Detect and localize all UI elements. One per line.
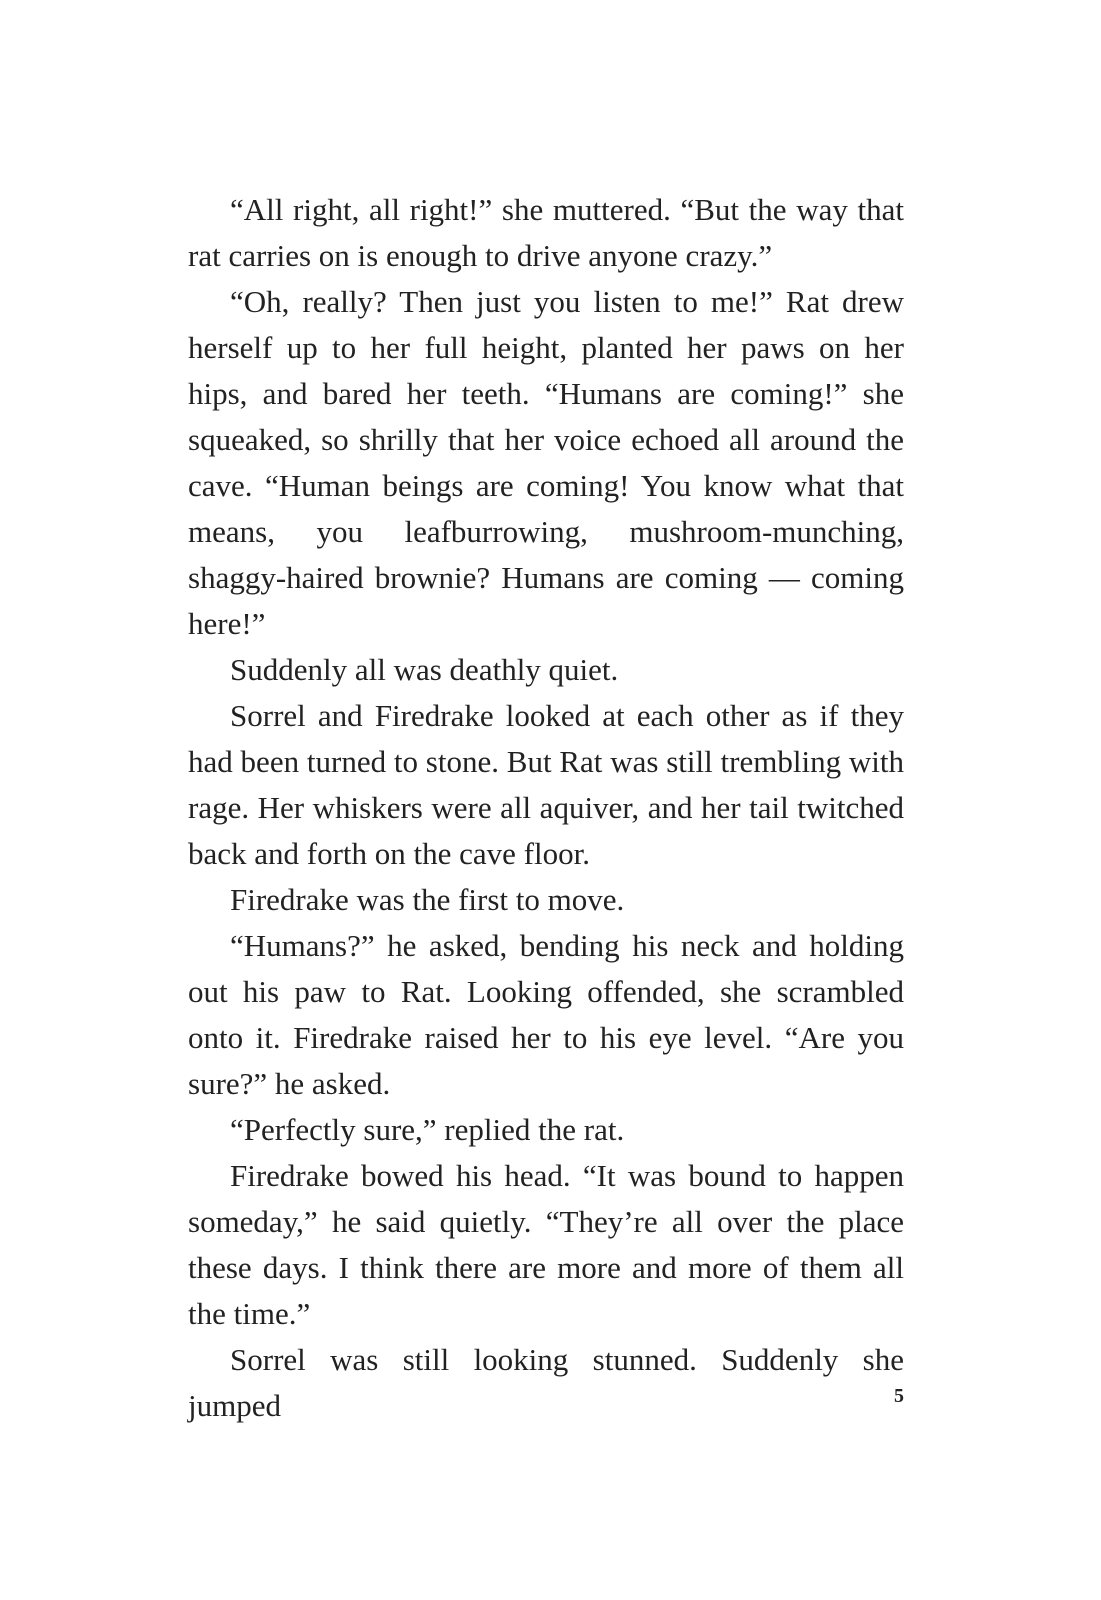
page-number: 5 — [894, 1385, 904, 1407]
paragraph: Firedrake was the first to move. — [230, 882, 625, 917]
paragraph: Sorrel and Firedrake looked at each other as if they had been turned to stone. But Rat was still trembling with rage. Her whiskers were all aquiver, and her tail twitched back and forth on the cave floor. — [188, 698, 904, 871]
paragraph: “Oh, really? Then just you listen to me!” Rat drew herself up to her full height, planted her paws on her hips, and bared her teeth. “Humans are coming!” she squeaked, so shrilly that her voice echoed all around the cave. “Human beings are coming! You know what that means, you leafburrowing, mushroom-munching, shaggy-haired brownie? Humans are coming — coming here!” — [188, 284, 904, 641]
paragraph: Suddenly all was deathly quiet. — [230, 652, 619, 687]
body-text — [188, 187, 904, 1429]
paragraph: “All right, all right!” she muttered. “But the way that rat carries on is enough to drive anyone crazy.” — [188, 192, 904, 273]
paragraph: “Perfectly sure,” replied the rat. — [230, 1112, 625, 1147]
paragraph: Firedrake bowed his head. “It was bound to happen someday,” he said quietly. “They’re all over the place these days. I think there are more and more of them all the time.” — [188, 1158, 904, 1331]
paragraph: Sorrel was still looking stunned. Suddenly she jumped — [188, 1342, 904, 1423]
paragraph: “Humans?” he asked, bending his neck and holding out his paw to Rat. Looking offended, she scrambled onto it. Firedrake raised her to his eye level. “Are you sure?” he asked. — [188, 928, 904, 1101]
